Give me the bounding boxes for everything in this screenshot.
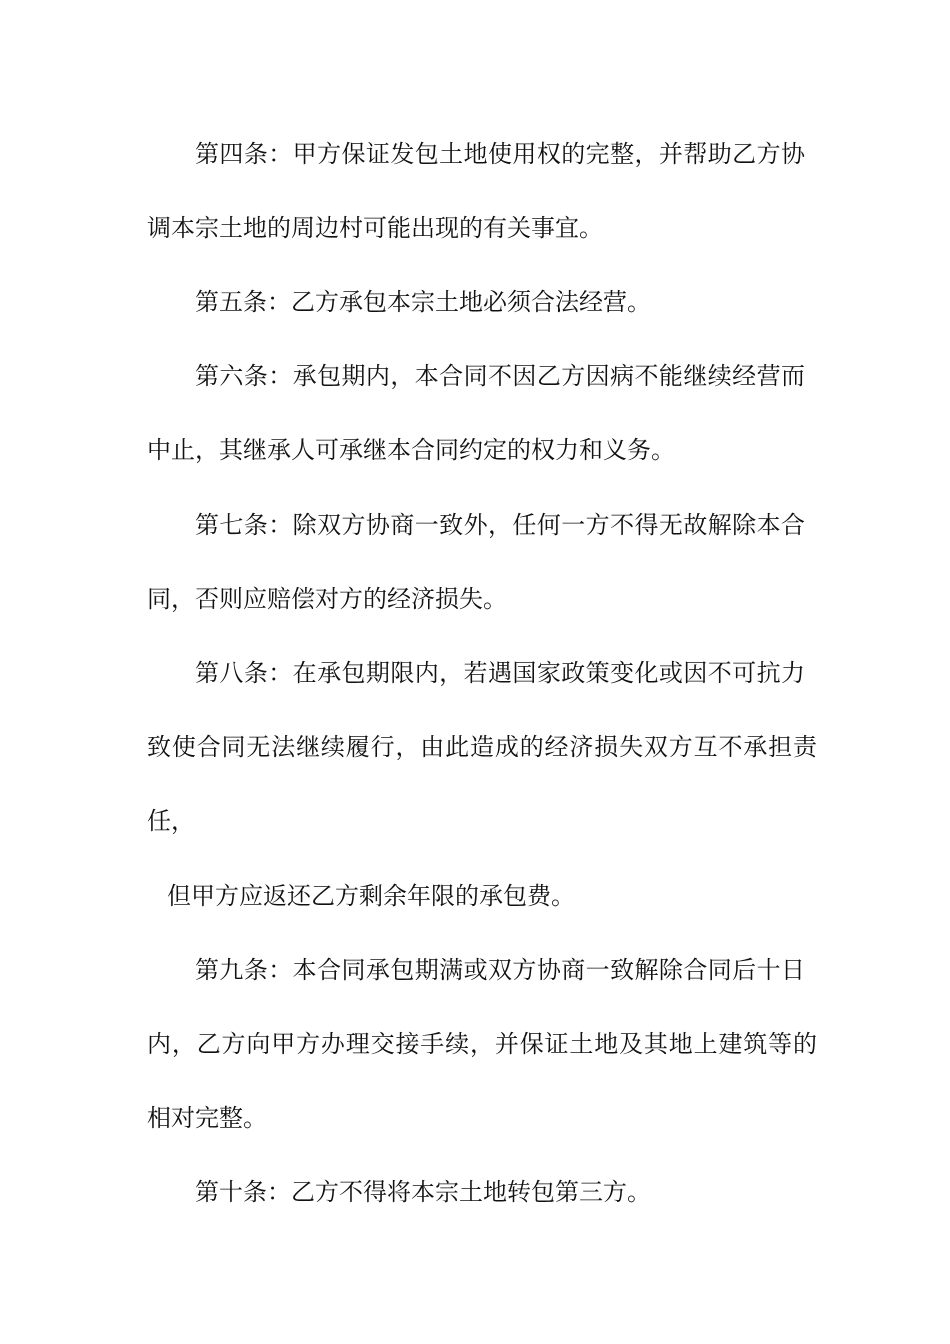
article-7-line-2: 同，否则应赔偿对方的经济损失。 — [147, 585, 507, 613]
article-8-line-2: 致使合同无法继续履行，由此造成的经济损失双方互不承担责 — [147, 733, 817, 761]
article-9-line-3: 相对完整。 — [147, 1104, 267, 1132]
article-7-line-1: 第七条：除双方协商一致外，任何一方不得无故解除本合 — [195, 511, 805, 539]
article-8-line-1: 第八条：在承包期限内，若遇国家政策变化或因不可抗力 — [195, 659, 805, 687]
article-9-line-1: 第九条：本合同承包期满或双方协商一致解除合同后十日 — [195, 956, 805, 984]
article-10-line-1: 第十条：乙方不得将本宗土地转包第三方。 — [195, 1178, 651, 1206]
article-4-line-1: 第四条：甲方保证发包土地使用权的完整，并帮助乙方协 — [195, 140, 805, 168]
article-4-line-2: 调本宗土地的周边村可能出现的有关事宜。 — [147, 214, 603, 242]
article-8-line-4: 但甲方应返还乙方剩余年限的承包费。 — [167, 882, 575, 910]
article-5-line-1: 第五条：乙方承包本宗土地必须合法经营。 — [195, 288, 651, 316]
article-6-line-1: 第六条：承包期内，本合同不因乙方因病不能继续经营而 — [195, 362, 805, 390]
article-6-line-2: 中止，其继承人可承继本合同约定的权力和义务。 — [147, 436, 675, 464]
article-9-line-2: 内，乙方向甲方办理交接手续，并保证土地及其地上建筑等的 — [147, 1030, 817, 1058]
article-8-line-3: 任， — [147, 807, 195, 835]
